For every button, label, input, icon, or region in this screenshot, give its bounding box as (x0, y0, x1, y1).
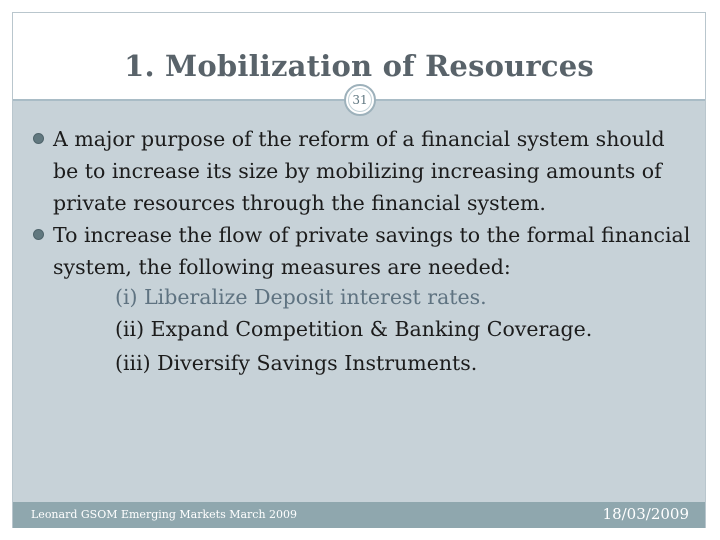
bullet-icon (33, 229, 44, 240)
footer-bar (13, 502, 705, 528)
slide-number-badge: 31 (344, 84, 376, 116)
bullet-text-1: A major purpose of the reform of a financial system should be to increase its size by mobilizing increasing amounts of private resources through the financial system. (53, 127, 665, 215)
bullet-item-1 (33, 123, 693, 219)
measure-item-2: (ii) Expand Competition & Banking Coverage. (115, 317, 593, 341)
slide-title: 1. Mobilization of Resources (124, 49, 594, 83)
footer-presenter-info: Leonard GSOM Emerging Markets March 2009 (31, 508, 298, 521)
measure-item-3: (iii) Diversify Savings Instruments. (115, 351, 478, 375)
bullet-item-2 (33, 219, 693, 283)
content-area (13, 101, 705, 502)
bullet-icon (33, 133, 44, 144)
bullet-text-2: To increase the flow of private savings to the formal financial system, the following measures are needed: (53, 223, 691, 279)
bullet-list (33, 123, 693, 283)
measure-item-1: (i) Liberalize Deposit interest rates. (115, 285, 487, 309)
footer-date: 18/03/2009 (602, 505, 689, 523)
